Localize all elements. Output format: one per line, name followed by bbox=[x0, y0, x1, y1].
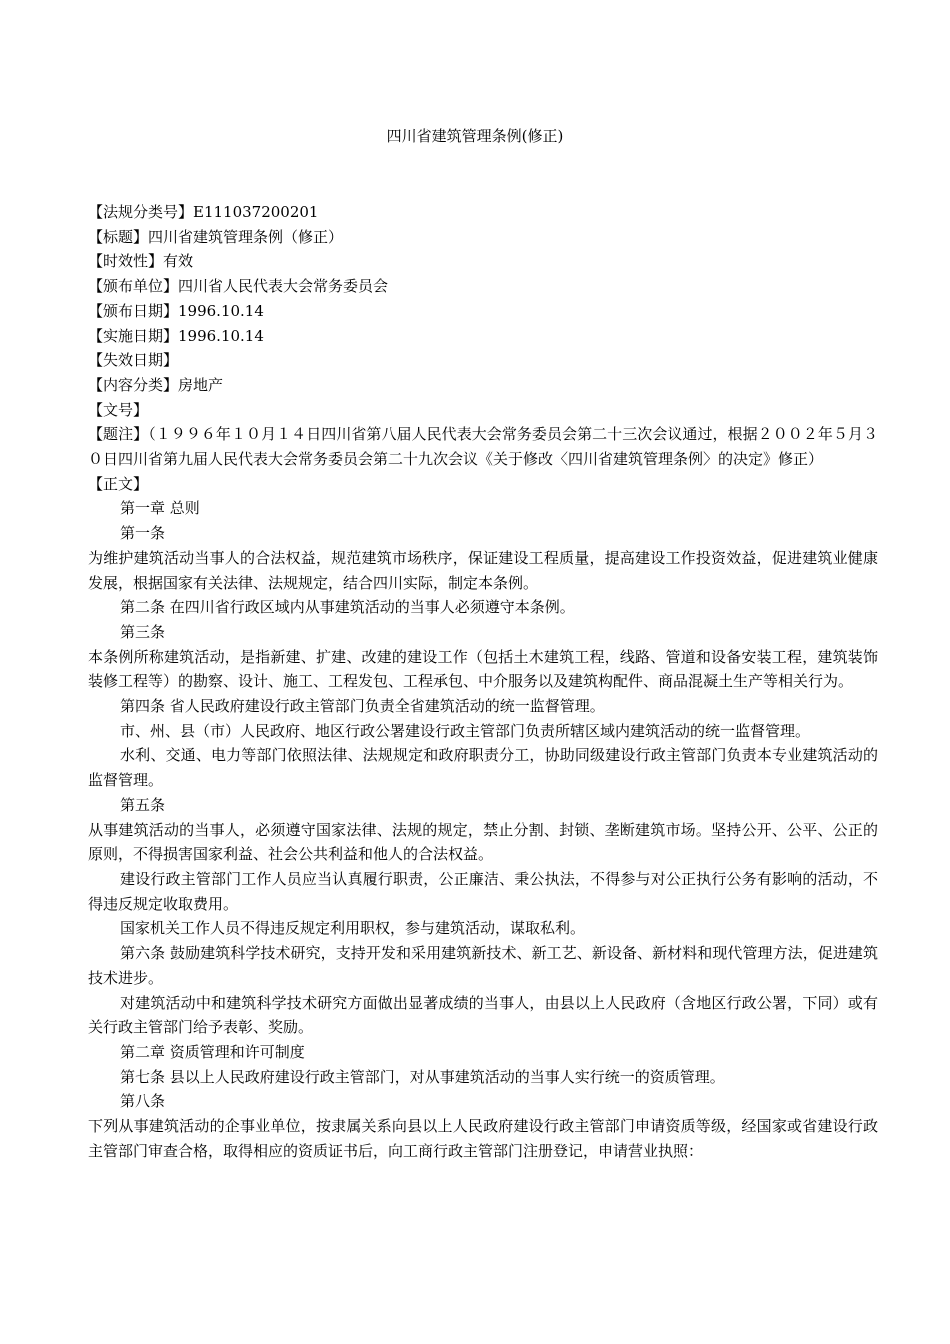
article-5-title: 第五条 bbox=[120, 795, 166, 814]
chapter-1-heading: 第一章 总则 bbox=[120, 499, 200, 518]
article-7: 第七条 县以上人民政府建设行政主管部门，对从事建筑活动的当事人实行统一的资质管理。 bbox=[120, 1067, 725, 1086]
chapter-2-heading: 第二章 资质管理和许可制度 bbox=[120, 1042, 305, 1061]
meta-issuer: 【颁布单位】四川省人民代表大会常务委员会 bbox=[88, 277, 389, 296]
article-8-title: 第八条 bbox=[120, 1092, 166, 1111]
article-3-text: 本条例所称建筑活动，是指新建、扩建、改建的建设工作（包括土木建筑工程，线路、管道和设备安装工程，建筑装饰装修工程等）的勘察、设计、施工、工程发包、工程承包、中介服务以及建筑构配件、商品混凝土生产等相关行为。 bbox=[88, 647, 878, 691]
article-4-paragraph-2: 市、州、县（市）人民政府、地区行政公署建设行政主管部门负责所辖区域内建筑活动的统一监督管理。 bbox=[120, 721, 811, 740]
article-2: 第二条 在四川省行政区域内从事建筑活动的当事人必须遵守本条例。 bbox=[120, 598, 575, 617]
meta-note: 【题注】（１９９６年１０月１４日四川省第八届人民代表大会常务委员会第二十三次会议通过，根据２００２年５月３０日四川省第九届人民代表大会常务委员会第二十九次会议《关于修改〈四川省建筑管理条例〉的决定》修正） bbox=[88, 425, 878, 469]
meta-content-category: 【内容分类】房地产 bbox=[88, 375, 224, 394]
article-8-text: 下列从事建筑活动的企事业单位，按隶属关系向县以上人民政府建设行政主管部门申请资质等级，经国家或省建设行政主管部门审查合格，取得相应的资质证书后，向工商行政主管部门注册登记，申请营业执照： bbox=[88, 1117, 878, 1160]
meta-issue-date: 【颁布日期】1996.10.14 bbox=[88, 301, 264, 320]
meta-heading: 【标题】四川省建筑管理条例（修正） bbox=[88, 227, 344, 246]
article-4-paragraph-3: 水利、交通、电力等部门依照法律、法规规定和政府职责分工，协助同级建设行政主管部门负责本专业建筑活动的监督管理。 bbox=[88, 746, 878, 790]
meta-category-no: 【法规分类号】E111037200201 bbox=[88, 203, 319, 221]
meta-expiry-date: 【失效日期】 bbox=[88, 351, 179, 370]
meta-doc-number: 【文号】 bbox=[88, 400, 149, 419]
article-5-text: 从事建筑活动的当事人，必须遵守国家法律、法规的规定，禁止分割、封锁、垄断建筑市场。坚持公开、公平、公正的原则，不得损害国家利益、社会公共利益和他人的合法权益。 bbox=[88, 820, 878, 864]
document-title: 四川省建筑管理条例(修正) bbox=[386, 127, 564, 145]
article-6: 第六条 鼓励建筑科学技术研究，支持开发和采用建筑新技术、新工艺、新设备、新材料和现代管理方法，促进建筑技术进步。 bbox=[88, 944, 878, 987]
meta-validity: 【时效性】有效 bbox=[88, 252, 194, 271]
article-4: 第四条 省人民政府建设行政主管部门负责全省建筑活动的统一监督管理。 bbox=[120, 697, 605, 716]
article-1-text: 为维护建筑活动当事人的合法权益，规范建筑市场秩序，保证建设工程质量，提高建设工作投资效益，促进建筑业健康发展，根据国家有关法律、法规规定，结合四川实际，制定本条例。 bbox=[88, 548, 878, 592]
article-6-paragraph-2: 对建筑活动中和建筑科学技术研究方面做出显著成绩的当事人，由县以上人民政府（含地区行政公署，下同）或有关行政主管部门给予表彰、奖励。 bbox=[88, 993, 878, 1037]
document-content bbox=[88, 200, 878, 1163]
article-5-paragraph-2: 建设行政主管部门工作人员应当认真履行职责，公正廉洁、秉公执法，不得参与对公正执行公务有影响的活动，不得违反规定收取费用。 bbox=[88, 869, 878, 913]
article-1-title: 第一条 bbox=[120, 524, 166, 543]
meta-body-label: 【正文】 bbox=[88, 474, 149, 493]
article-5-paragraph-3: 国家机关工作人员不得违反规定利用职权，参与建筑活动，谋取私利。 bbox=[120, 919, 586, 938]
article-3-title: 第三条 bbox=[120, 622, 166, 641]
meta-effective-date: 【实施日期】1996.10.14 bbox=[88, 326, 264, 345]
